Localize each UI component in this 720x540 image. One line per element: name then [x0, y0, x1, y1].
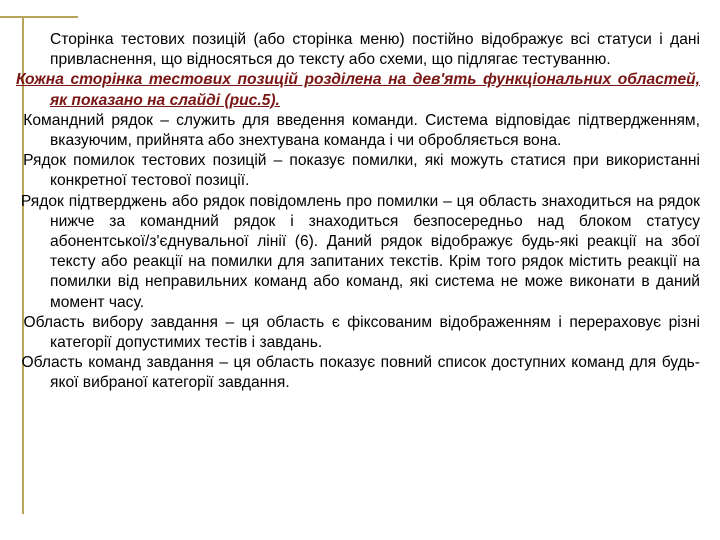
list-item	[16, 111, 700, 151]
intro-paragraph: Сторінка тестових позицій (або сторінка меню) постійно відображує всі статуси і дані привласнення, що відносяться до тексту або схеми, що підлягає тестуванню.	[50, 31, 700, 69]
decorative-horizontal-line	[0, 16, 78, 18]
list-item	[16, 192, 700, 313]
section-heading: Кожна сторінка тестових позицій розділена на дев'ять функціональних областей, як показано на слайді (рис.5).	[16, 71, 700, 109]
list-item	[16, 151, 700, 191]
list-item-text: Командний рядок – служить для введення команди. Система відповідає підтвердженням, вказуючим, прийнята або знехтувана команда і чи обробляється вона.	[23, 111, 700, 150]
list-item-text: Рядок підтверджень або рядок повідомлень про помилки – ця область знаходиться на рядок нижче за командний рядок і знаходиться безпосередньо над блоком статусу абонентської/з'єднувальної лінії (6). Даний рядок відображує будь-які реакції на збої тексту або реакції на помилки для запитаних текстів. Крім того рядок містить реакції на помилки від неправильних команд або команд, які система не може виконати в даний момент часу.	[20, 192, 700, 311]
list-item-text: Область вибору завдання – ця область є фіксованим відображенням і перераховує різні категорії допустимих тестів і завдань.	[23, 313, 700, 352]
list-item	[16, 313, 700, 353]
list-item-text: Область команд завдання – ця область показує повний список доступних команд для будь-якої вибраної категорії завдання.	[21, 354, 700, 392]
list-item-text: Рядок помилок тестових позицій – показує помилки, які можуть статися при використанні конкретної тестової позиції.	[23, 152, 700, 190]
list-item	[16, 353, 700, 393]
slide-text	[16, 30, 700, 394]
